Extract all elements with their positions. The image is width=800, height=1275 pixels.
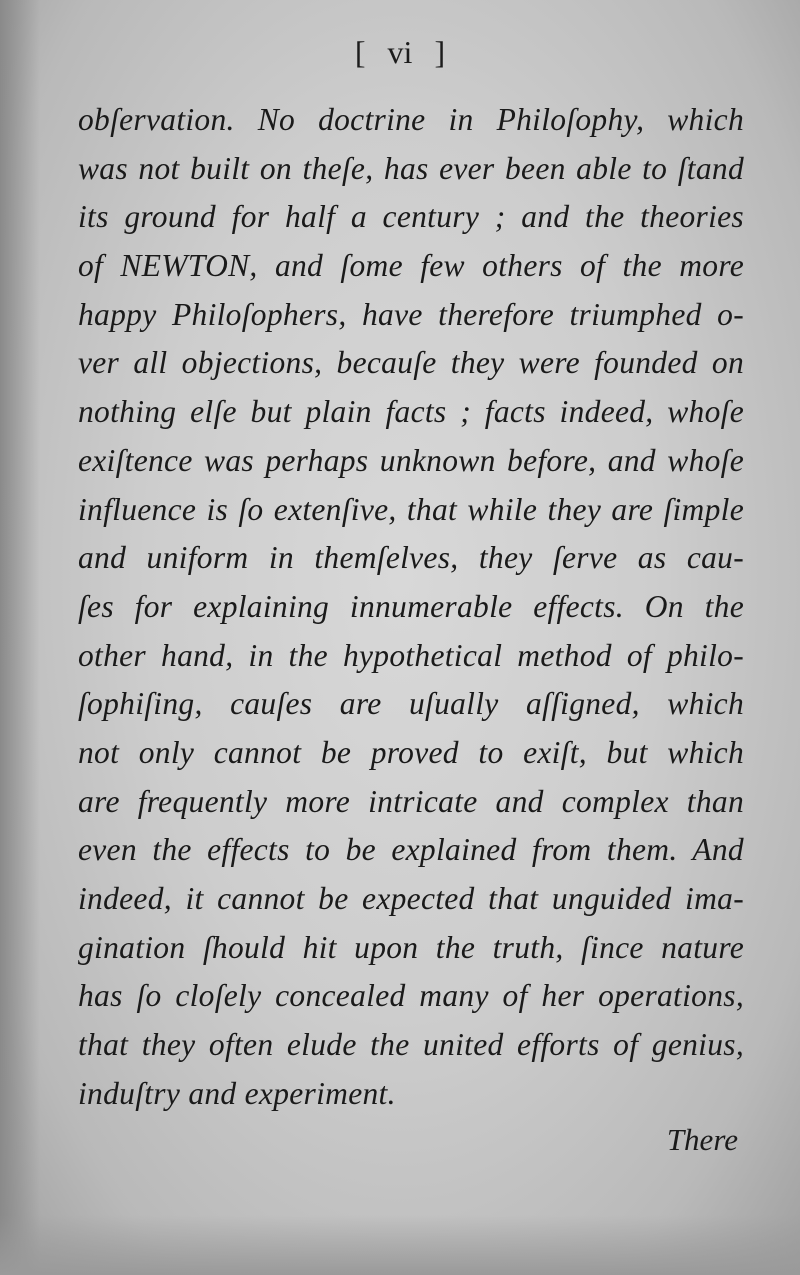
text-line-21: induſtry and experiment. (78, 1075, 396, 1111)
text-line-16: even the effects to be explained from them. And (78, 832, 744, 868)
page-number: [ vi ] (354, 34, 446, 70)
text-line-8: exiſtence was perhaps unknown before, and whoſe (78, 442, 744, 478)
text-line-17: indeed, it cannot be expected that unguided ima- (78, 881, 744, 916)
text-line-15: are frequently more intricate and complex than (78, 783, 744, 819)
text-line-6: ver all objections, becauſe they were founded on (78, 345, 744, 381)
page-shadow-bottom (0, 1215, 800, 1275)
catchword: There (666, 1122, 738, 1157)
page-shadow-left (0, 0, 40, 1275)
text-line-5: happy Philoſophers, have therefore triumphed o- (78, 296, 744, 332)
text-line-10: and uniform in themſelves, they ſerve as cau- (78, 540, 744, 576)
text-line-2: was not built on theſe, has ever been able to ſtand (78, 150, 744, 186)
text-line-1: obſervation. No doctrine in Philoſophy, which (78, 102, 744, 137)
text-line-3: its ground for half a century ; and the theories (78, 199, 744, 235)
text-line-18: gination ſhould hit upon the truth, ſince nature (78, 929, 744, 965)
body-text (78, 96, 744, 1118)
text-line-12: other hand, in the hypothetical method of philo- (78, 637, 744, 673)
text-line-19: has ſo cloſely concealed many of her operations, (78, 978, 744, 1014)
text-line-4: of NEWTON, and ſome few others of the more (78, 248, 744, 284)
text-line-11: ſes for explaining innumerable effects. On the (78, 588, 744, 624)
text-line-9: influence is ſo extenſive, that while they are ſimple (78, 491, 744, 527)
text-line-20: that they often elude the united efforts of genius, (78, 1027, 744, 1063)
text-line-14: not only cannot be proved to exiſt, but which (78, 734, 744, 770)
text-line-13: ſophiſing, cauſes are uſually aſſigned, which (78, 686, 744, 722)
text-line-7: nothing elſe but plain facts ; facts indeed, whoſe (78, 394, 744, 430)
